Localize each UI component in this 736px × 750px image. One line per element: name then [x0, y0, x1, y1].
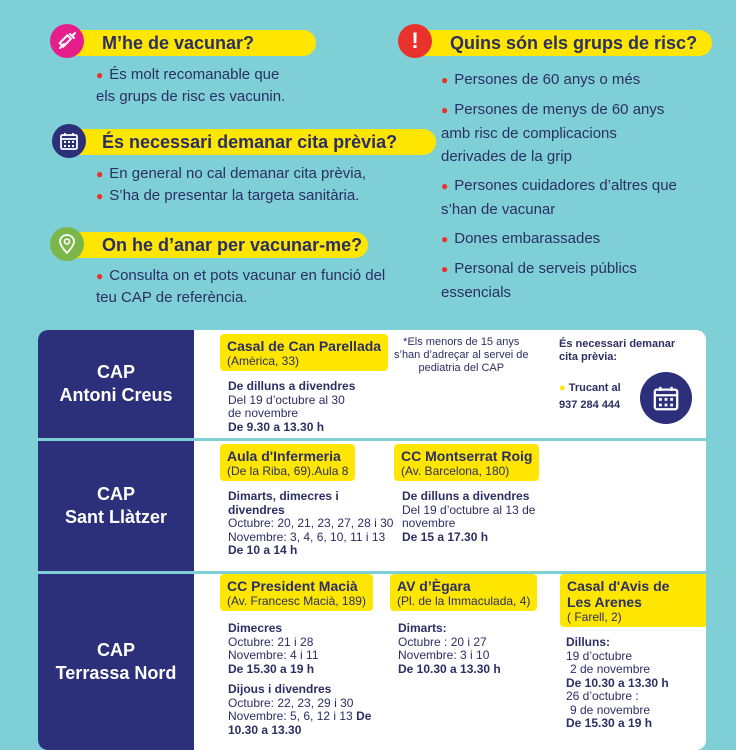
- q2-title: És necessari demanar cita prèvia?: [56, 129, 436, 155]
- venue-aula-infermeria: Aula d'Infermeria (De la Riba, 69).Aula 8: [220, 444, 355, 481]
- venue-casal-can-parellada: Casal de Can Parellada (Amèrica, 33): [220, 334, 388, 371]
- q3-title: On he d’anar per vacunar-me?: [56, 232, 368, 258]
- q3-text: ● Consulta on et pots vacunar en funció del teu CAP de referència.: [96, 267, 386, 306]
- cap-terrassa-nord: CAP Terrassa Nord: [38, 574, 194, 750]
- calendar-icon: [52, 124, 86, 158]
- schedule-president-macia: Dimecres Octubre: 21 i 28 Novembre: 4 i 11 De 15.30 a 19 h Dijous i divendres Octubre: 22, 23, 29 i 30 Novembre: 5, 6, 12 i 13 De 10.30 a 13.30: [228, 621, 372, 737]
- schedule-les-arenes: Dilluns: 19 d’octubre 2 de novembre De 10.30 a 13.30 h 26 d’octubre : 9 de novembre De 15.30 a 19 h: [566, 635, 669, 730]
- q3-line-2: teu CAP de referència.: [96, 289, 248, 306]
- cap-table: [38, 330, 706, 750]
- appointment-info: És necessari demanar cita prèvia: ● Trucant al 937 284 444: [559, 338, 676, 411]
- q2-list: [96, 163, 366, 207]
- schedule-can-parellada: De dilluns a divendres Del 19 d’octubre al 30 de novembre De 9.30 a 13.30 h: [228, 379, 356, 434]
- q1-text: ● És molt recomanable que els grups de risc es vacunin.: [96, 66, 286, 105]
- schedule-av-egara: Dimarts: Octubre : 20 i 27 Novembre: 3 i 10 De 10.30 a 13.30 h: [398, 621, 501, 676]
- syringe-icon: [50, 24, 84, 58]
- risk-title: Quins són els grups de risc?: [404, 30, 712, 56]
- calendar-icon: [640, 372, 692, 424]
- schedule-aula-infermeria: Dimarts, dimecres i divendres Octubre: 20, 21, 23, 27, 28 i 30 Novembre: 3, 4, 6, 10, 11 i 13 De 10 a 14 h: [228, 489, 394, 557]
- q1-line-2: els grups de risc es vacunin.: [96, 88, 286, 105]
- q2-item: ● En general no cal demanar cita prèvia,: [96, 165, 367, 182]
- cap-sant-llatzer: CAP Sant Llàtzer: [38, 441, 194, 571]
- venue-cc-montserrat-roig: CC Montserrat Roig (Av. Barcelona, 180): [394, 444, 539, 481]
- risk-item: ● Persones de menys de 60 anys amb risc de complicacions derivades de la grip: [441, 101, 665, 165]
- exclamation-icon: !: [398, 24, 432, 58]
- risk-item: ● Persones de 60 anys o més: [441, 71, 641, 88]
- risk-list: [441, 68, 721, 304]
- schedule-montserrat-roig: De dilluns a divendres Del 19 d’octubre al 13 de novembre De 15 a 17.30 h: [402, 489, 536, 544]
- cap-antoni-creus: CAP Antoni Creus: [38, 330, 194, 438]
- venue-casal-avis-les-arenes: Casal d'Avis de Les Arenes ( Farell, 2): [560, 574, 706, 627]
- q1-title: M’he de vacunar?: [56, 30, 316, 56]
- venue-av-egara: AV d’Ègara (Pl. de la Immaculada, 4): [390, 574, 537, 611]
- q1-line-1: És molt recomanable que: [109, 66, 280, 83]
- q3-line-1: Consulta on et pots vacunar en funció del: [109, 267, 386, 284]
- risk-item: ● Persones cuidadores d’altres que s’han de vacunar: [441, 177, 677, 218]
- pediatrics-note: *Els menors de 15 anys s’han d’adreçar al servei de pediatria del CAP: [394, 336, 529, 374]
- q2-item: ● S’ha de presentar la targeta sanitària.: [96, 187, 360, 204]
- location-pin-icon: [50, 227, 84, 261]
- risk-item: ● Dones embarassades: [441, 230, 601, 247]
- venue-cc-president-macia: CC President Macià (Av. Francesc Macià, 189): [220, 574, 373, 611]
- risk-item: ● Personal de serveis públics essencials: [441, 260, 637, 301]
- phone-number: 937 284 444: [559, 399, 621, 411]
